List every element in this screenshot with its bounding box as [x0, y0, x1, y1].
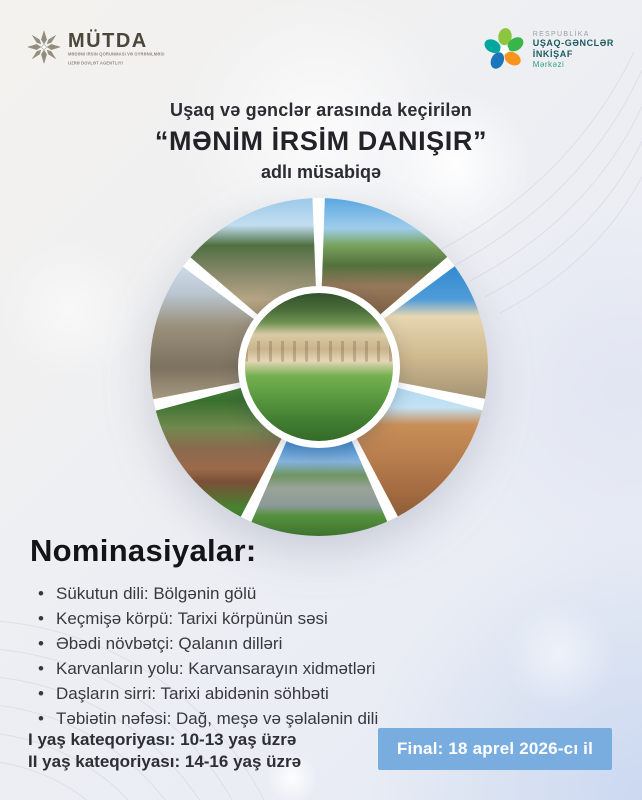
- poster-title: [0, 100, 642, 183]
- mutda-tagline-line1: MƏDƏNİ İRSİN QORUNMASI VƏ ÖYRƏNİLMƏSİ: [68, 53, 165, 58]
- center-name-line3: İNKİŞAF: [532, 48, 573, 59]
- age-categories: [28, 729, 301, 773]
- heritage-photo-collage: [150, 198, 488, 536]
- title-main: “MƏNİM İRSİM DANIŞIR”: [154, 126, 488, 156]
- bullet-icon: •: [38, 584, 44, 603]
- title-subtitle-bottom: adlı müsabiqə: [260, 162, 382, 182]
- mutda-tagline-line2: ÜZRƏ DÖVLƏT AGENTLİYİ: [68, 61, 123, 66]
- bullet-icon: •: [38, 634, 44, 653]
- mutda-acronym: MÜTDA: [68, 30, 148, 52]
- nomination-item: • Daşların sirri: Tarixi abidənin söhbəti: [30, 681, 622, 706]
- age-category-1: I yaş kateqoriyası: 10-13 yaş üzrə: [28, 730, 297, 749]
- age-category-2: II yaş kateqoriyası: 14-16 yaş üzrə: [28, 752, 302, 771]
- center-name-line2: UŞAQ-GƏNCLƏR: [532, 38, 614, 49]
- bullet-icon: •: [38, 709, 44, 728]
- leaf-cluster-icon: [484, 27, 526, 73]
- bullet-icon: •: [38, 609, 44, 628]
- photo-caravanserai-courtyard: [238, 286, 400, 448]
- nominations-heading: Nominasiyalar:: [30, 533, 257, 568]
- nomination-item: • Təbiətin nəfəsi: Dağ, meşə və şəlalənin dili: [30, 706, 622, 731]
- ornamental-star-icon: [26, 27, 62, 67]
- final-date-badge: Final: 18 aprel 2026-cı il: [378, 728, 612, 770]
- youth-development-center-logo: [484, 27, 614, 73]
- center-name-line1: RESPUBLİKA: [532, 31, 590, 39]
- nominations-section: [30, 533, 622, 731]
- bullet-icon: •: [38, 659, 44, 678]
- bullet-icon: •: [38, 684, 44, 703]
- nomination-item: • Karvanların yolu: Karvansarayın xidmətləri: [30, 656, 622, 681]
- mutda-logo: [26, 27, 210, 69]
- title-subtitle-top: Uşaq və gənclər arasında keçirilən: [170, 100, 472, 120]
- nomination-item: • Sükutun dili: Bölgənin gölü: [30, 581, 622, 606]
- nomination-item: • Keçmişə körpü: Tarixi körpünün səsi: [30, 606, 622, 631]
- center-name-line4: Mərkəzi: [532, 59, 565, 69]
- nomination-item: • Əbədi növbətçi: Qalanın dilləri: [30, 631, 622, 656]
- nominations-list: [30, 581, 622, 731]
